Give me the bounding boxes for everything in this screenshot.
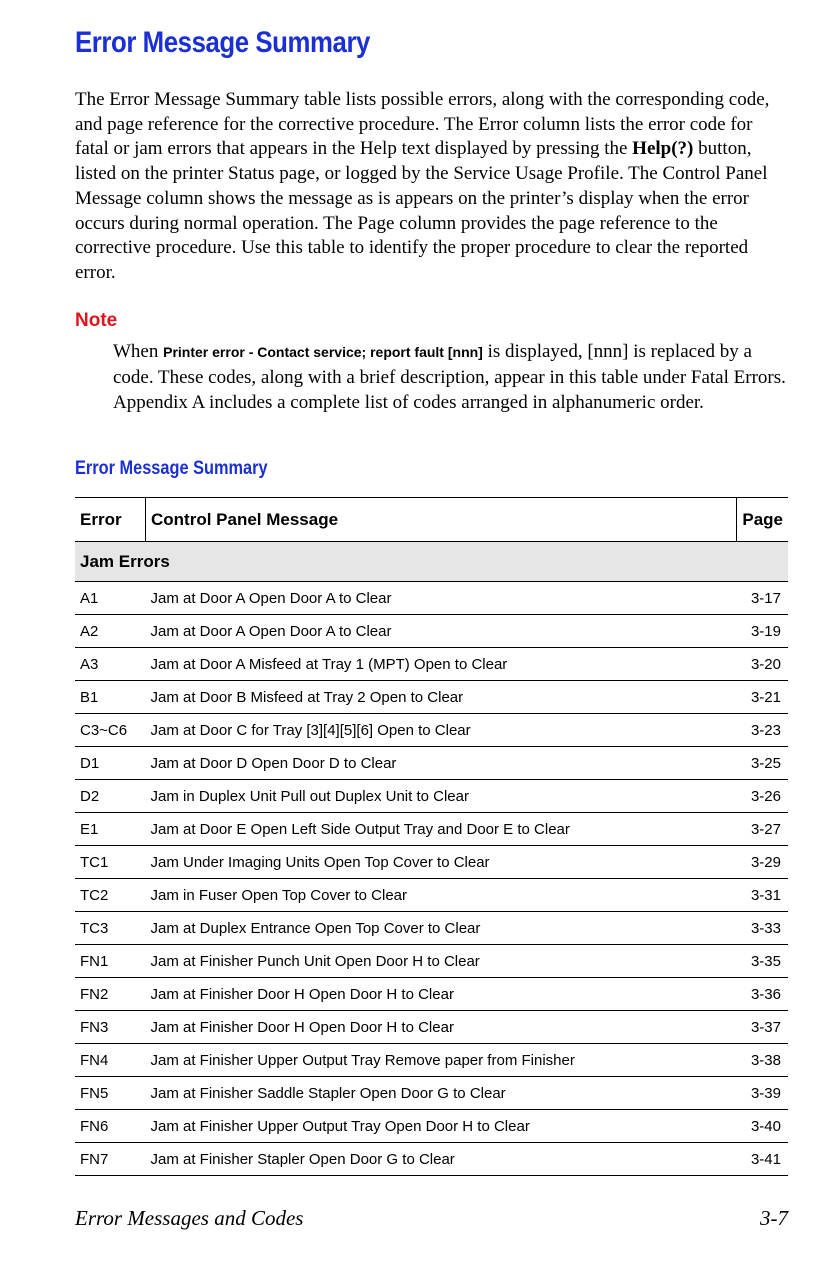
cell-page: 3-17 (737, 582, 788, 615)
cell-error: TC1 (75, 846, 146, 879)
table-row (75, 1110, 788, 1143)
cell-message: Jam at Duplex Entrance Open Top Cover to Clear (146, 912, 737, 945)
cell-page: 3-19 (737, 615, 788, 648)
table-row (75, 714, 788, 747)
cell-page: 3-25 (737, 747, 788, 780)
cell-error: TC3 (75, 912, 146, 945)
cell-message: Jam Under Imaging Units Open Top Cover to Clear (146, 846, 737, 879)
table-row (75, 879, 788, 912)
cell-message: Jam at Door C for Tray [3][4][5][6] Open to Clear (146, 714, 737, 747)
table-title: Error Message Summary (75, 458, 268, 479)
cell-error: FN6 (75, 1110, 146, 1143)
table-row (75, 615, 788, 648)
table-row (75, 780, 788, 813)
cell-error: E1 (75, 813, 146, 846)
note-paragraph (113, 339, 788, 415)
header-error: Error (75, 498, 146, 542)
cell-error: FN2 (75, 978, 146, 1011)
table-header-row (75, 498, 788, 542)
cell-error: D1 (75, 747, 146, 780)
note-suffix: is displayed, [nnn] is replaced by a code. These codes, along with a brief description, appear in this table under Fatal Errors. Appendix A includes a complete list of codes arranged in alphanumeric order. (113, 341, 786, 413)
footer-section-title: Error Messages and Codes (75, 1206, 304, 1230)
table-row (75, 945, 788, 978)
help-button-reference: Help(?) (632, 138, 694, 160)
cell-message: Jam in Duplex Unit Pull out Duplex Unit to Clear (146, 780, 737, 813)
table-row (75, 912, 788, 945)
table-row (75, 1044, 788, 1077)
cell-page: 3-36 (737, 978, 788, 1011)
header-page: Page (737, 498, 788, 542)
cell-message: Jam at Door B Misfeed at Tray 2 Open to Clear (146, 681, 737, 714)
note-label: Note (75, 310, 118, 331)
cell-error: C3~C6 (75, 714, 146, 747)
table-row (75, 978, 788, 1011)
cell-page: 3-35 (737, 945, 788, 978)
table-row (75, 1011, 788, 1044)
cell-message: Jam at Finisher Upper Output Tray Remove paper from Finisher (146, 1044, 737, 1077)
group-row-jam-errors (75, 542, 788, 582)
cell-page: 3-40 (737, 1110, 788, 1143)
cell-page: 3-23 (737, 714, 788, 747)
group-label: Jam Errors (75, 542, 788, 582)
cell-page: 3-31 (737, 879, 788, 912)
cell-message: Jam at Finisher Punch Unit Open Door H to Clear (146, 945, 737, 978)
cell-message: Jam at Finisher Stapler Open Door G to Clear (146, 1143, 737, 1176)
intro-text-part1: The Error Message Summary table lists possible errors, along with the corresponding code, and page reference for the corrective procedure. The Error column lists the error code for fatal or jam errors that appears in the Help text displayed by pressing the (75, 89, 770, 160)
cell-message: Jam at Finisher Saddle Stapler Open Door G to Clear (146, 1077, 737, 1110)
table-row (75, 1143, 788, 1176)
intro-text-part2: button, listed on the printer Status page, or logged by the Service Usage Profile. The Control Panel Message column shows the message as is appears on the printer’s display when the error occurs during normal operation. The Page column provides the page reference to the corrective procedure. Use this table to identify the proper procedure to clear the reported error. (75, 138, 768, 283)
table-row (75, 681, 788, 714)
cell-error: A3 (75, 648, 146, 681)
cell-page: 3-27 (737, 813, 788, 846)
cell-page: 3-20 (737, 648, 788, 681)
cell-message: Jam at Door A Misfeed at Tray 1 (MPT) Open to Clear (146, 648, 737, 681)
footer-page-number: 3-7 (760, 1206, 788, 1230)
cell-error: A2 (75, 615, 146, 648)
table-row (75, 1077, 788, 1110)
table-row (75, 846, 788, 879)
intro-paragraph (75, 88, 790, 286)
cell-page: 3-38 (737, 1044, 788, 1077)
cell-page: 3-37 (737, 1011, 788, 1044)
table-row (75, 648, 788, 681)
cell-page: 3-21 (737, 681, 788, 714)
note-prefix: When (113, 341, 164, 362)
cell-page: 3-26 (737, 780, 788, 813)
cell-error: FN5 (75, 1077, 146, 1110)
cell-error: D2 (75, 780, 146, 813)
table-row (75, 582, 788, 615)
table-row (75, 747, 788, 780)
cell-error: B1 (75, 681, 146, 714)
note-error-code: Printer error - Contact service; report fault [nnn] (163, 344, 483, 360)
cell-page: 3-33 (737, 912, 788, 945)
table-row (75, 813, 788, 846)
cell-error: FN7 (75, 1143, 146, 1176)
cell-message: Jam at Finisher Door H Open Door H to Clear (146, 978, 737, 1011)
header-control-panel-message: Control Panel Message (146, 498, 737, 542)
cell-page: 3-41 (737, 1143, 788, 1176)
cell-page: 3-29 (737, 846, 788, 879)
cell-message: Jam at Door E Open Left Side Output Tray and Door E to Clear (146, 813, 737, 846)
page-title: Error Message Summary (75, 26, 370, 59)
cell-message: Jam at Finisher Door H Open Door H to Clear (146, 1011, 737, 1044)
table-body (75, 542, 788, 1176)
cell-message: Jam at Door D Open Door D to Clear (146, 747, 737, 780)
cell-error: FN1 (75, 945, 146, 978)
cell-page: 3-39 (737, 1077, 788, 1110)
cell-message: Jam at Finisher Upper Output Tray Open Door H to Clear (146, 1110, 737, 1143)
cell-message: Jam at Door A Open Door A to Clear (146, 582, 737, 615)
cell-error: TC2 (75, 879, 146, 912)
cell-error: A1 (75, 582, 146, 615)
cell-error: FN3 (75, 1011, 146, 1044)
error-summary-table (75, 497, 788, 1176)
cell-error: FN4 (75, 1044, 146, 1077)
cell-message: Jam at Door A Open Door A to Clear (146, 615, 737, 648)
cell-message: Jam in Fuser Open Top Cover to Clear (146, 879, 737, 912)
